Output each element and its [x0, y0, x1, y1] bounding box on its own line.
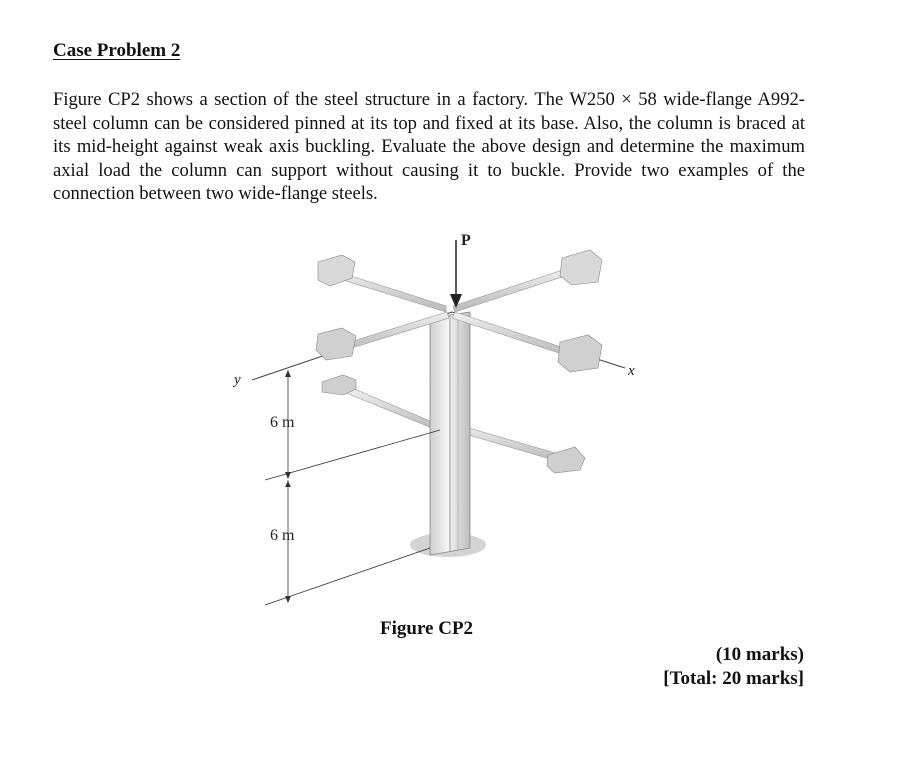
end-plate-mid-left	[316, 328, 356, 360]
marks-block	[663, 643, 804, 691]
end-plate-mid-right	[558, 335, 602, 372]
x-axis-label: x	[628, 363, 635, 379]
mid-height-extension	[265, 430, 440, 480]
mid-brace-left	[346, 388, 437, 430]
case-problem-heading: Case Problem 2	[53, 40, 181, 61]
total-marks: [Total: 20 marks]	[663, 668, 804, 689]
figure-cp2	[225, 225, 665, 615]
y-axis-label: y	[234, 372, 241, 388]
upper-dim-label: 6 m	[270, 414, 295, 431]
end-plate-top-right	[560, 250, 602, 285]
lower-dim-label: 6 m	[270, 527, 295, 544]
top-beam-right-back	[453, 267, 574, 312]
part-marks: (10 marks)	[715, 644, 804, 665]
mid-connector-right	[547, 447, 585, 473]
load-label-p: P	[461, 232, 471, 249]
figure-caption: Figure CP2	[380, 618, 474, 639]
problem-statement: Figure CP2 shows a section of the steel structure in a factory. The W250 × 58 wide-flange A992-steel column can be considered pinned at its top and fixed at its base. Also, the column is braced at its mid-height against weak axis buckling. Evaluate the above design and determine the maximum axial load the column can support without causing it to buckle. Provide two examples of the connection between two wide-flange steels.	[53, 89, 805, 204]
